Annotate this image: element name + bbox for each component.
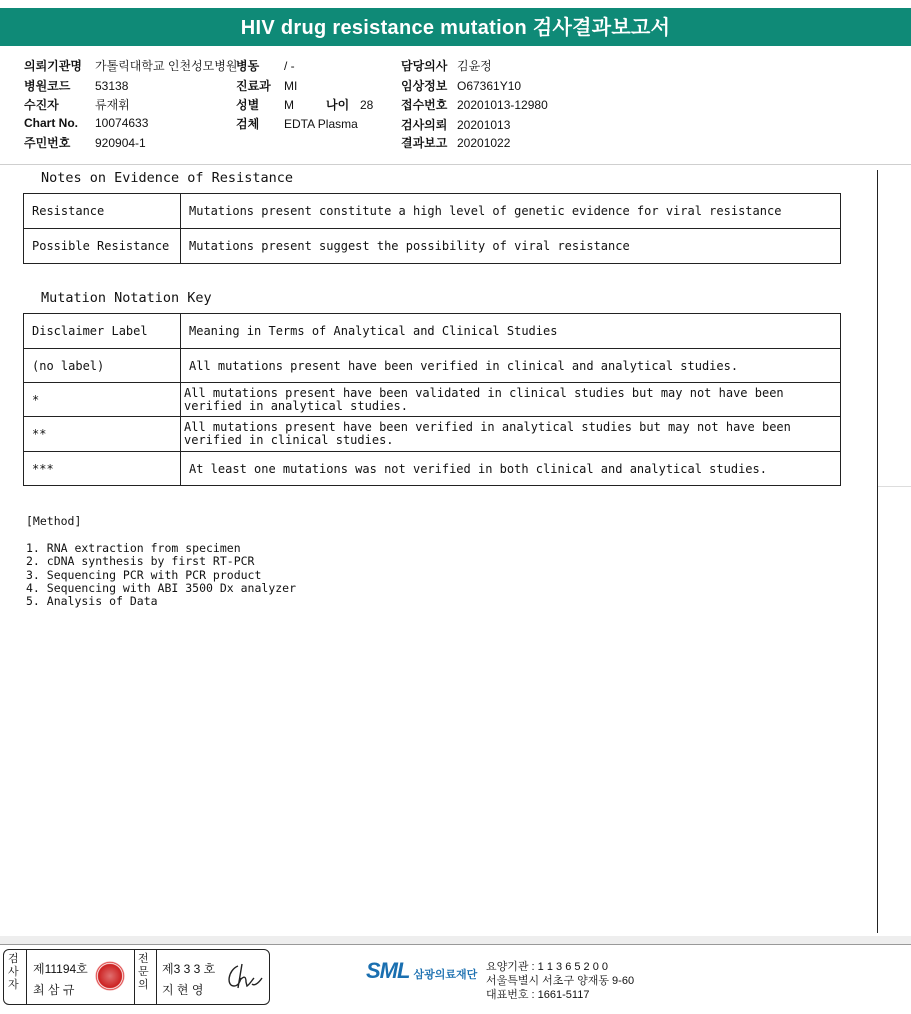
seal-stamp-icon: [95, 961, 125, 991]
notation-label: **: [24, 417, 181, 452]
notation-table: [23, 313, 841, 486]
table-row: [24, 383, 841, 417]
table-row: [24, 417, 841, 452]
specialist-label: 전문의: [138, 953, 149, 991]
table-row: [24, 194, 841, 229]
notation-text: At least one mutations was not verified in both clinical and analytical studies.: [181, 452, 841, 486]
report-title: HIV drug resistance mutation 검사결과보고서: [0, 8, 911, 46]
header-specimen: 검체 EDTA Plasma: [236, 117, 358, 131]
page-right-border: [877, 170, 878, 933]
sml-logo-text: SML: [366, 958, 410, 983]
examiner-name: 최 삼 규: [33, 983, 75, 997]
header-ward: 병동 / -: [236, 59, 295, 73]
header-patient: 수진자 류재휘: [24, 98, 130, 112]
header-chart-no: Chart No. 10074633: [24, 116, 149, 130]
header-department: 진료과 MI: [236, 79, 298, 93]
evidence-table: [23, 193, 841, 264]
notation-text: Meaning in Terms of Analytical and Clinical Studies: [181, 314, 841, 349]
examiner-license: 제11194호: [33, 962, 88, 976]
sml-logo: [366, 958, 477, 984]
method-step: 5. Analysis of Data: [26, 594, 158, 608]
header-clinical-info: 임상정보 O67361Y10: [401, 79, 522, 93]
notation-label: *: [24, 383, 181, 417]
header-sex: 성별 M: [236, 98, 294, 112]
header-hospital-code: 병원코드 53138: [24, 79, 129, 93]
evidence-text: Mutations present suggest the possibility of viral resistance: [181, 229, 841, 264]
method-step: 2. cDNA synthesis by first RT-PCR: [26, 554, 255, 568]
notation-text: All mutations present have been verified in analytical studies but may not have been verified in clinical studies.: [181, 417, 841, 452]
header-divider: [0, 164, 911, 165]
org-name: 삼광의료재단: [413, 969, 478, 981]
notation-label: ***: [24, 452, 181, 486]
table-row: [24, 314, 841, 349]
evidence-label: Resistance: [24, 194, 181, 229]
header-doctor: 담당의사 김윤정: [401, 59, 492, 73]
examiner-label: 검사자: [8, 953, 19, 991]
phone-number: 대표번호 : 1661-5117: [486, 989, 590, 1001]
header-receipt-no: 접수번호 20201013-12980: [401, 98, 548, 112]
notation-text: All mutations present have been verified in clinical and analytical studies.: [181, 349, 841, 383]
method-step: 3. Sequencing PCR with PCR product: [26, 568, 262, 582]
footer-band: [0, 936, 911, 944]
method-heading: [Method]: [26, 514, 82, 528]
method-step: 4. Sequencing with ABI 3500 Dx analyzer: [26, 581, 297, 595]
header-request-date: 검사의뢰 20201013: [401, 118, 511, 132]
specialist-license: 제3 3 3 호: [162, 962, 216, 976]
table-row: [24, 349, 841, 383]
footer-divider: [0, 944, 911, 945]
evidence-label: Possible Resistance: [24, 229, 181, 264]
notation-heading: Mutation Notation Key: [41, 290, 212, 306]
specialist-name: 지 현 영: [162, 983, 204, 997]
table-row: [24, 229, 841, 264]
facility-code: 요양기관 : 1 1 3 6 5 2 0 0: [486, 961, 609, 973]
page-right-divider: [878, 486, 911, 487]
evidence-text: Mutations present constitute a high level of genetic evidence for viral resistance: [181, 194, 841, 229]
notation-text: All mutations present have been validated in clinical studies but may not have been verified in analytical studies.: [181, 383, 841, 417]
header-report-date: 결과보고 20201022: [401, 136, 511, 150]
method-step: 1. RNA extraction from specimen: [26, 541, 241, 555]
signature-icon: [224, 962, 264, 990]
evidence-heading: Notes on Evidence of Resistance: [41, 170, 293, 186]
address: 서울특별시 서초구 양재동 9-60: [486, 975, 635, 987]
notation-label: (no label): [24, 349, 181, 383]
header-age: 나이 28: [326, 98, 374, 112]
notation-label: Disclaimer Label: [24, 314, 181, 349]
table-row: [24, 452, 841, 486]
header-institution: 의뢰기관명 가톨릭대학교 인천성모병원: [24, 59, 238, 73]
header-resident-no: 주민번호 920904-1: [24, 136, 146, 150]
